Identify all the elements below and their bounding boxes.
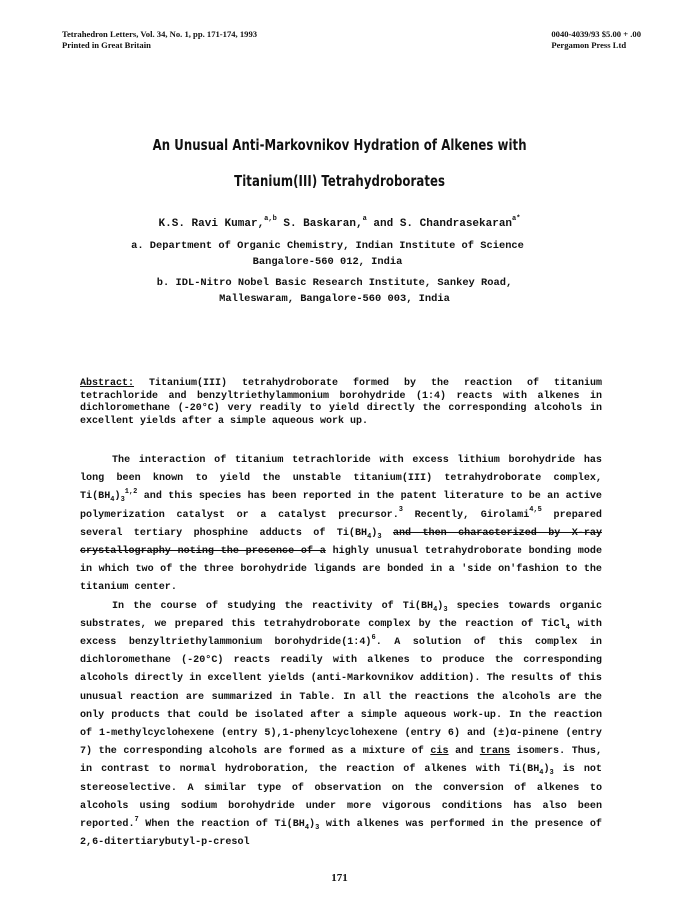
subscript: 3 (377, 532, 382, 541)
author-2: S. Baskaran, (276, 218, 363, 230)
publisher-name: Pergamon Press Ltd (551, 40, 627, 50)
affiliation-b (0, 275, 674, 307)
text-run: The interaction of titanium tetrachloride with excess lithium borohydride has long been known to yield the unstable titanium(III) tetrahydroborate complex, Ti(BH (80, 455, 602, 503)
text-run: and (448, 746, 480, 758)
subscript: 4 (110, 496, 115, 505)
subscript: 4 (565, 623, 570, 632)
text-run: with alkenes was performed in the presence of 2,6-ditertiarybutyl-p-cresol (80, 819, 602, 849)
affiliation-a (0, 238, 667, 270)
subscript: 3 (549, 769, 554, 778)
subscript: 3 (315, 824, 320, 833)
author-3: and S. Chandrasekaran (366, 218, 513, 230)
text-run: species towards organic substrates, we prepared this tetrahydroborate complex by the reaction of TiCl (80, 600, 602, 630)
affiliation-b-line-2: Malleswaram, Bangalore-560 003, India (219, 293, 450, 305)
author-1-affiliation-mark: a,b (264, 215, 277, 224)
abstract-label: Abstract: (80, 378, 135, 389)
reference-mark: 7 (134, 815, 139, 824)
subscript: 4 (304, 824, 310, 833)
text-run: In the course of studying the reactivity of Ti(BH (112, 600, 434, 612)
text-run: prepared several tertiary phosphine adducts of Ti(BH (80, 509, 602, 539)
text-run: with excess benzyltriethylammonium borohydride(1:4) (80, 618, 602, 649)
text-run: isomers. Thus, in contrast to normal hydroboration, the reaction of alkenes with Ti(BH (80, 746, 602, 776)
publisher-info (551, 29, 641, 51)
text-run: . A solution of this complex in dichloromethane (-20°C) reacts readily with alkenes to produce the corresponding alcohols directly in excellent yields (anti-Markovnikov addition). The results of this unusual reaction are summarized in Table. In all the reactions the alcohols are the only products that could be isolated after a simple aqueous work-up. In the reaction of 1-methylcyclohexene (entry 5),1-phenylcyclohexene (entry 6) and (±)α-pinene (entry 7) the corresponding alcohols are formed as a mixture of (80, 637, 602, 758)
struck-through-text: and then characterized by X-ray crystallography noting the presence of a (80, 527, 602, 558)
abstract (80, 378, 602, 428)
reference-mark: 1,2 (124, 488, 138, 497)
text-run: ) (114, 491, 121, 503)
subscript: 4 (539, 769, 544, 778)
text-run: highly unusual tetrahydroborate bonding mode in which two of the three borohydride ligands are bonded in a 'side on'fashion to the titanium center. (80, 546, 602, 594)
printed-in-line: Printed in Great Britain (62, 40, 151, 50)
text-run: is not stereoselective. A similar type of observation on the conversion of alkenes to alcohols using sodium borohydride under more vigorous conditions has also been reported. (80, 764, 602, 831)
affiliation-a-line-1: a. Department of Organic Chemistry, Indian Institute of Science (131, 240, 524, 252)
author-3-affiliation-mark: a* (512, 215, 521, 224)
price-code: 0040-4039/93 $5.00 + .00 (551, 29, 641, 39)
italic-term-cis: cis (430, 746, 449, 758)
reference-mark: 6 (371, 633, 376, 642)
subscript: 4 (367, 532, 372, 541)
text-run: ) (543, 764, 550, 776)
citation-line: Tetrahedron Letters, Vol. 34, No. 1, pp. 171-174, 1993 (62, 29, 258, 39)
text-run: ) (309, 819, 316, 831)
abstract-text: Titanium(III) tetrahydroborate formed by the reaction of titanium tetrachloride and benzyltriethylammonium borohydride (1:4) reacts with alkenes in dichloromethane (-20°C) very readily to yield directly the corresponding alcohols in excellent yields after a simple aqueous work up. (80, 378, 602, 427)
text-run: ) (437, 600, 444, 612)
subscript: 3 (120, 496, 125, 505)
italic-term-trans: trans (479, 746, 511, 758)
text-run: When the reaction of Ti(BH (138, 819, 305, 831)
body-text (80, 452, 602, 852)
subscript: 3 (443, 605, 448, 614)
reference-mark: 3 (398, 506, 403, 515)
title-line-1: An Unusual Anti-Markovnikov Hydration of Alkenes with (152, 136, 527, 154)
affiliation-a-line-2: Bangalore-560 012, India (252, 256, 403, 268)
text-run: ) (371, 527, 378, 539)
author-list (0, 215, 679, 230)
affiliation-b-line-1: b. IDL-Nitro Nobel Basic Research Institute, Sankey Road, (156, 277, 513, 289)
page-number: 171 (331, 872, 348, 884)
paragraph-2 (80, 598, 602, 853)
paragraph-1 (80, 452, 602, 598)
reference-mark: 4,5 (529, 506, 542, 515)
author-2-affiliation-mark: a (362, 215, 367, 224)
journal-citation (62, 29, 257, 51)
text-run: Recently, Girolami (402, 509, 530, 521)
title-line-2: Titanium(III) Tetrahydroborates (234, 172, 446, 190)
text-run: and this species has been reported in the patent literature to be an active polymerization catalyst or a catalyst precursor. (80, 491, 602, 521)
author-1: K.S. Ravi Kumar, (158, 218, 265, 230)
subscript: 4 (433, 605, 438, 614)
